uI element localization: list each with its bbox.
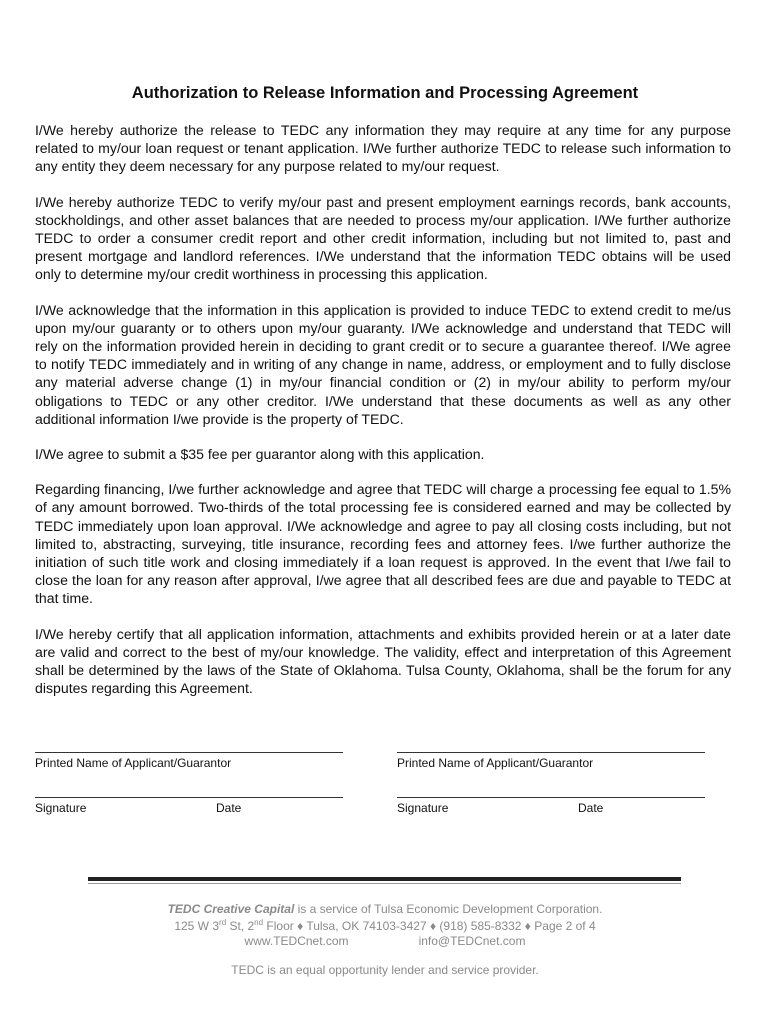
paragraph-verify: I/We hereby authorize TEDC to verify my/our past and present employment earnings records, bank accounts, stockholdings, and other asset balances that are needed to process my/our application. I/We further authorize TEDC to order a consumer credit report and other credit information, including but not limited to, past and present mortgage and landlord references. I/We understand that the information TEDC obtains will be used only to determine my/our credit worthiness in processing this application. — [35, 193, 731, 283]
footer-service-line — [0, 902, 770, 916]
footer-equal-opportunity: TEDC is an equal opportunity lender and service provider. — [231, 963, 539, 977]
printed-name-line-2[interactable] — [397, 752, 705, 753]
signature-line-1[interactable] — [35, 797, 343, 798]
document-title: Authorization to Release Information and Processing Agreement — [131, 84, 639, 102]
printed-name-line-1[interactable] — [35, 752, 343, 753]
signature-label-2: Signature — [397, 801, 449, 815]
footer-address-line — [0, 918, 770, 933]
agreement-body — [35, 121, 731, 714]
footer-website[interactable]: www.TEDCnet.com — [244, 934, 349, 948]
paragraph-release: I/We hereby authorize the release to TEDC any information they may require at any time for any purpose related to my/our loan request or tenant application. I/We further authorize TEDC to release such information to any entity they deem necessary for any purpose related to my/our request. — [35, 122, 731, 175]
date-label-2: Date — [578, 801, 604, 815]
footer-contact-line — [0, 934, 770, 948]
paragraph-financing: Regarding financing, I/we further acknowledge and agree that TEDC will charge a processing fee equal to 1.5% of any amount borrowed. Two-thirds of the total processing fee is considered earned and may be collected by TEDC immediately upon loan approval. I/We acknowledge and agree to pay all closing costs including, but not limited to, abstracting, surveying, title insurance, recording fees and attorney fees. I/we further authorize the initiation of such title work and closing immediately if a loan request is approved. In the event that I/we fail to close the loan for any reason after approval, I/we agree that all described fees are due and payable to TEDC at that time. — [35, 481, 731, 607]
footer-address-sup1: rd — [219, 918, 227, 927]
footer-service-text: is a service of Tulsa Economic Development Corporation. — [294, 902, 603, 916]
footer-brand: TEDC Creative Capital — [167, 902, 295, 916]
paragraph-fee: I/We agree to submit a $35 fee per guarantor along with this application. — [35, 446, 485, 463]
footer-address-c: Floor ♦ Tulsa, OK 74103-3427 ♦ (918) 585-8332 ♦ Page 2 of 4 — [263, 919, 596, 933]
printed-name-label-1: Printed Name of Applicant/Guarantor — [35, 756, 232, 770]
footer-address-a: 125 W 3 — [174, 919, 220, 933]
signature-label-1: Signature — [35, 801, 87, 815]
footer-address-sup2: nd — [254, 918, 264, 927]
footer-rule-thin — [88, 883, 681, 884]
footer-address-b: St, 2 — [226, 919, 255, 933]
footer-rule — [88, 877, 681, 881]
footer-email[interactable]: info@TEDCnet.com — [418, 934, 526, 948]
date-label-1: Date — [216, 801, 242, 815]
paragraph-certify: I/We hereby certify that all application information, attachments and exhibits provided herein or at a later date are valid and correct to the best of my/our knowledge. The validity, effect and interpretation of this Agreement shall be determined by the laws of the State of Oklahoma. Tulsa County, Oklahoma, shall be the forum for any disputes regarding this Agreement. — [35, 625, 731, 697]
signature-line-2[interactable] — [397, 797, 705, 798]
paragraph-acknowledge: I/We acknowledge that the information in this application is provided to induce TEDC to extend credit to me/us upon my/our guaranty or to others upon my/our guaranty. I/We acknowledge and understand that TEDC will rely on the information provided herein in deciding to grant credit or to secure a guarantee thereof. I/We agree to notify TEDC immediately and in writing of any change in name, address, or employment and to fully disclose any material adverse change (1) in my/our financial condition or (2) in my/our ability to perform my/our obligations to TEDC or any other creditor. I/We understand that these documents as well as any other additional information I/we provide is the property of TEDC. — [35, 301, 731, 427]
printed-name-label-2: Printed Name of Applicant/Guarantor — [397, 756, 594, 770]
